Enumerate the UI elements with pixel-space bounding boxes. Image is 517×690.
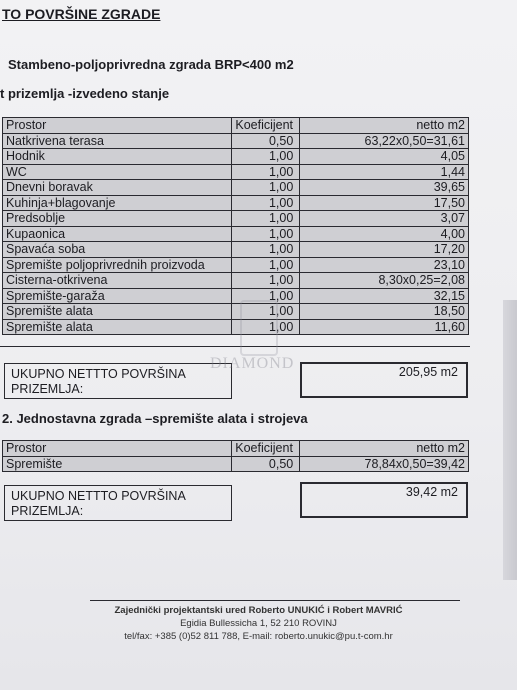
- table-row: [3, 273, 469, 289]
- room-name-cell: WC: [3, 164, 232, 180]
- area-cell: 63,22x0,50=31,61: [300, 133, 469, 149]
- area-cell: 4,05: [300, 149, 469, 165]
- storage-table: [2, 440, 469, 472]
- coefficient-cell: 1,00: [232, 319, 300, 335]
- total-label-2: UKUPNO NETTTO POVRŠINA PRIZEMLJA:: [11, 489, 186, 518]
- room-name-cell: Spremište poljoprivrednih proizvoda: [3, 257, 232, 273]
- total-value-1: 205,95 m2: [398, 365, 458, 379]
- table-row: [3, 319, 469, 335]
- column-header: netto m2: [300, 441, 469, 457]
- area-cell: 18,50: [300, 304, 469, 320]
- footer-rule: [90, 600, 460, 601]
- coefficient-cell: 0,50: [232, 456, 300, 472]
- area-cell: 39,65: [300, 180, 469, 196]
- total-value-box-2: [300, 482, 468, 518]
- table-row: [3, 304, 469, 320]
- area-cell: 3,07: [300, 211, 469, 227]
- table-row: [3, 149, 469, 165]
- room-name-cell: Kuhinja+blagovanje: [3, 195, 232, 211]
- coefficient-cell: 1,00: [232, 149, 300, 165]
- coefficient-cell: 1,00: [232, 273, 300, 289]
- total-value-2: 39,42 m2: [405, 485, 458, 499]
- coefficient-cell: 1,00: [232, 304, 300, 320]
- area-cell: 8,30x0,25=2,08: [300, 273, 469, 289]
- area-cell: 78,84x0,50=39,42: [300, 456, 469, 472]
- footer-line-3: tel/fax: +385 (0)52 811 788, E-mail: roberto.unukic@pu.t-com.hr: [124, 631, 393, 642]
- room-name-cell: Spavaća soba: [3, 242, 232, 258]
- coefficient-cell: 1,00: [232, 242, 300, 258]
- footer-line-2: Egidia Bullessicha 1, 52 210 ROVINJ: [180, 618, 337, 629]
- room-name-cell: Cisterna-otkrivena: [3, 273, 232, 289]
- table-header-row: [3, 441, 469, 457]
- table-row: [3, 180, 469, 196]
- table-row: [3, 226, 469, 242]
- column-header: netto m2: [300, 118, 469, 134]
- area-cell: 1,44: [300, 164, 469, 180]
- room-name-cell: Hodnik: [3, 149, 232, 165]
- room-name-cell: Spremište-garaža: [3, 288, 232, 304]
- ground-floor-table: [2, 117, 469, 335]
- watermark-text: DIAMOND: [210, 355, 295, 372]
- table-header-row: [3, 118, 469, 134]
- table-row: [3, 211, 469, 227]
- area-cell: 11,60: [300, 319, 469, 335]
- table-row: [3, 288, 469, 304]
- area-cell: 4,00: [300, 226, 469, 242]
- table-row: [3, 257, 469, 273]
- building-subtitle: Stambeno-poljoprivredna zgrada BRP<400 m2: [8, 57, 294, 72]
- column-header: Koeficijent: [232, 118, 300, 134]
- coefficient-cell: 0,50: [232, 133, 300, 149]
- column-header: Prostor: [3, 118, 232, 134]
- area-cell: 32,15: [300, 288, 469, 304]
- coefficient-cell: 1,00: [232, 257, 300, 273]
- divider: [0, 346, 470, 347]
- room-name-cell: Spremište alata: [3, 319, 232, 335]
- room-name-cell: Spremište: [3, 456, 232, 472]
- room-name-cell: Natkrivena terasa: [3, 133, 232, 149]
- coefficient-cell: 1,00: [232, 211, 300, 227]
- room-name-cell: Kupaonica: [3, 226, 232, 242]
- document-title: TO POVRŠINE ZGRADE: [2, 6, 161, 22]
- table-row: [3, 133, 469, 149]
- page-edge: [503, 300, 517, 580]
- section-2-heading: 2. Jednostavna zgrada –spremište alata i strojeva: [2, 411, 308, 426]
- coefficient-cell: 1,00: [232, 226, 300, 242]
- area-cell: 23,10: [300, 257, 469, 273]
- table-row: [3, 242, 469, 258]
- room-name-cell: Predsoblje: [3, 211, 232, 227]
- room-name-cell: Spremište alata: [3, 304, 232, 320]
- total-label-box-2: [4, 485, 232, 521]
- column-header: Prostor: [3, 441, 232, 457]
- coefficient-cell: 1,00: [232, 288, 300, 304]
- column-header: Koeficijent: [232, 441, 300, 457]
- area-cell: 17,50: [300, 195, 469, 211]
- coefficient-cell: 1,00: [232, 195, 300, 211]
- table-row: [3, 195, 469, 211]
- footer-line-1: Zajednički projektantski ured Roberto UNUKIĆ i Robert MAVRIĆ: [114, 605, 403, 616]
- total-label-1: UKUPNO NETTTO POVRŠINA PRIZEMLJA:: [11, 367, 186, 396]
- coefficient-cell: 1,00: [232, 180, 300, 196]
- coefficient-cell: 1,00: [232, 164, 300, 180]
- total-label-box-1: [4, 363, 232, 399]
- table-row: [3, 164, 469, 180]
- watermark-logo: [240, 300, 278, 356]
- total-value-box-1: [300, 362, 468, 398]
- section-1-heading: t prizemlja -izvedeno stanje: [0, 86, 170, 101]
- area-cell: 17,20: [300, 242, 469, 258]
- table-row: [3, 456, 469, 472]
- room-name-cell: Dnevni boravak: [3, 180, 232, 196]
